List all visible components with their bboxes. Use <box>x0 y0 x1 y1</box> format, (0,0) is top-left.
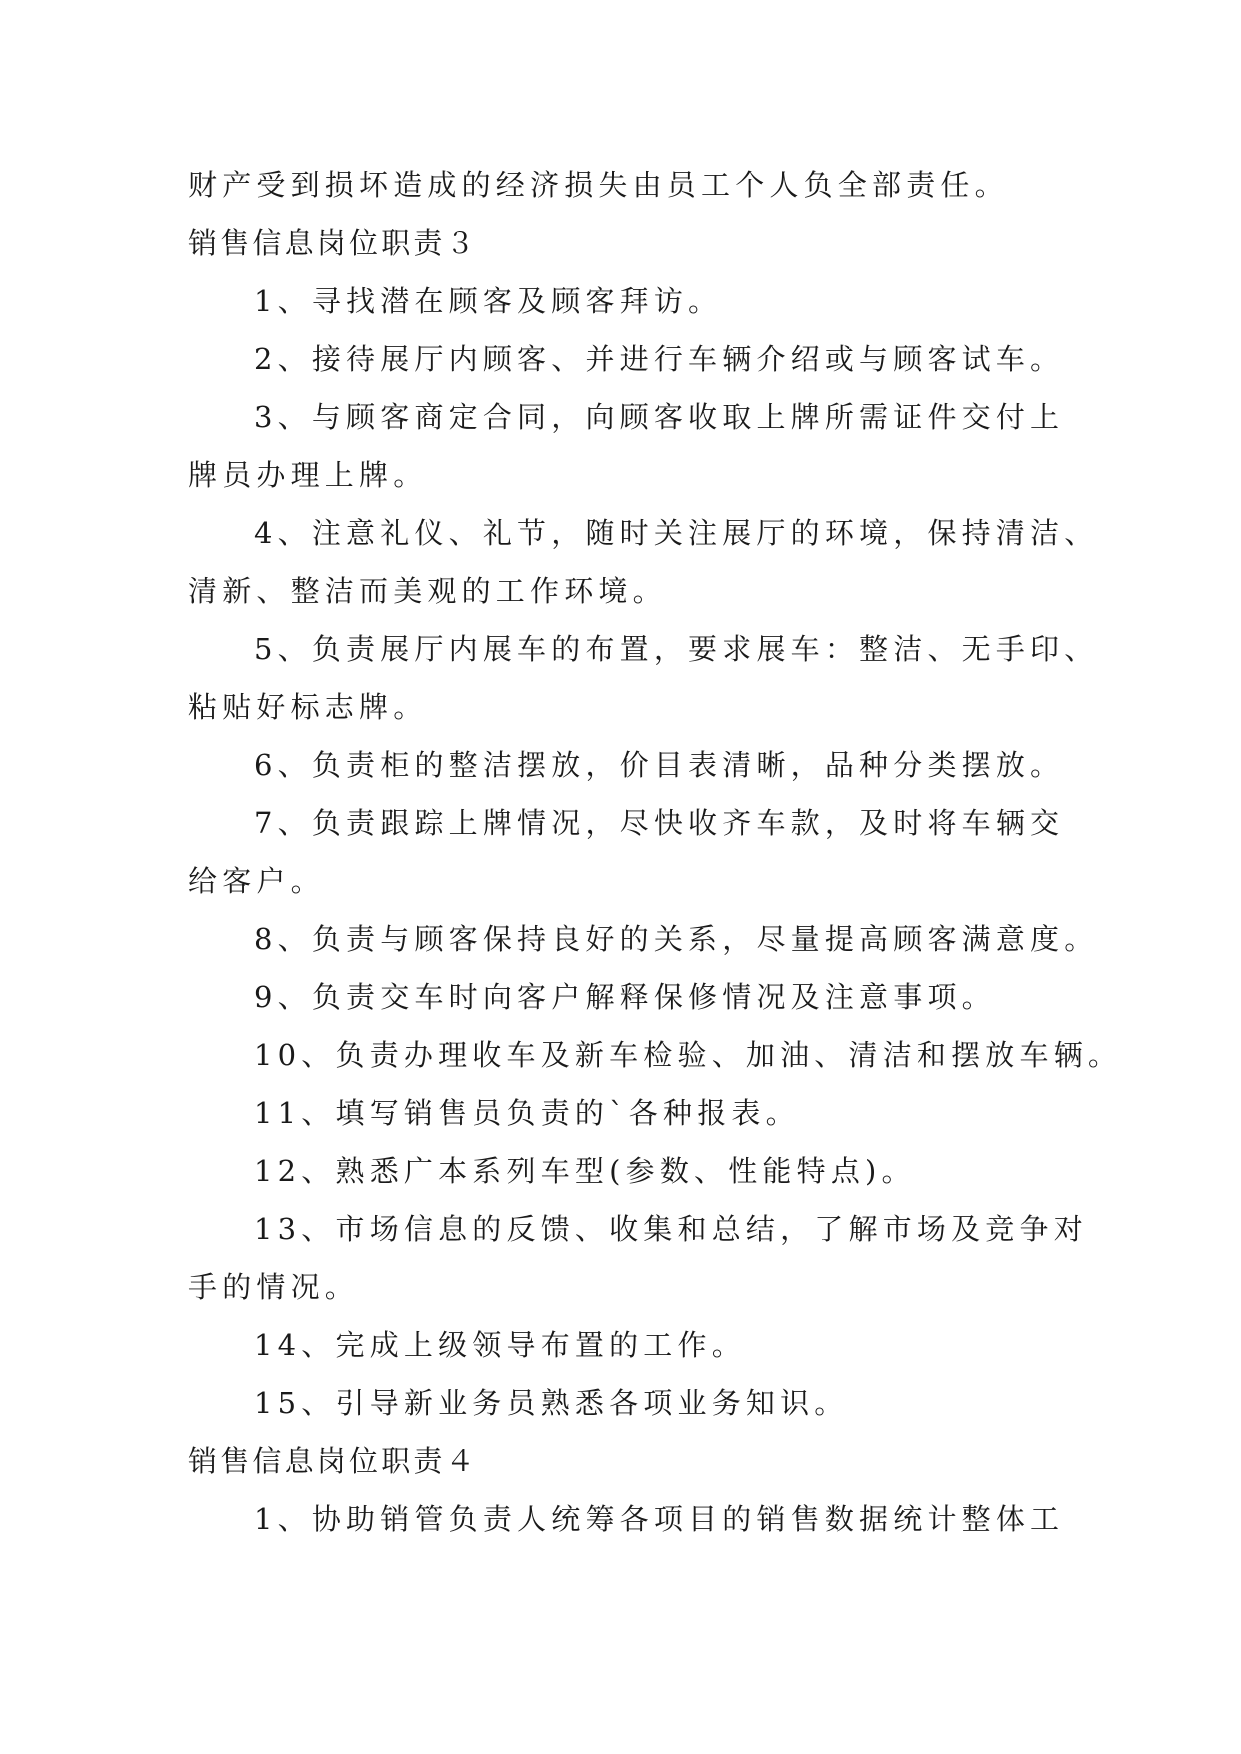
section-3-item-11: 11、填写销售员负责的`各种报表。 <box>254 1096 800 1130</box>
section-3-item-3-line-2: 牌员办理上牌。 <box>188 458 428 492</box>
section-3-item-1: 1、寻找潜在顾客及顾客拜访。 <box>254 284 723 318</box>
section-3-item-13-line-1: 13、市场信息的反馈、收集和总结，了解市场及竞争对 <box>254 1212 1088 1246</box>
section-3-item-9: 9、负责交车时向客户解释保修情况及注意事项。 <box>254 980 996 1014</box>
section-3-title: 销售信息岗位职责３ <box>188 226 478 260</box>
section-3-item-12: 12、熟悉广本系列车型(参数、性能特点)。 <box>254 1154 916 1188</box>
section-3-item-15: 15、引导新业务员熟悉各项业务知识。 <box>254 1386 849 1420</box>
section-3-item-6: 6、负责柜的整洁摆放，价目表清晰，品种分类摆放。 <box>254 748 1065 782</box>
section-3-item-10: 10、负责办理收车及新车检验、加油、清洁和摆放车辆。 <box>254 1038 1123 1072</box>
continuation-paragraph: 财产受到损坏造成的经济损失由员工个人负全部责任。 <box>188 168 1009 202</box>
section-3-item-5-line-1: 5、负责展厅内展车的布置，要求展车：整洁、无手印、 <box>254 632 1099 666</box>
section-3-item-14: 14、完成上级领导布置的工作。 <box>254 1328 746 1362</box>
section-3-item-13-line-2: 手的情况。 <box>188 1270 360 1304</box>
section-4-title: 销售信息岗位职责４ <box>188 1444 478 1478</box>
section-3-item-7-line-1: 7、负责跟踪上牌情况，尽快收齐车款，及时将车辆交 <box>254 806 1065 840</box>
section-4-item-1: 1、协助销管负责人统筹各项目的销售数据统计整体工 <box>254 1502 1065 1536</box>
section-3-item-4-line-2: 清新、整洁而美观的工作环境。 <box>188 574 667 608</box>
section-3-item-5-line-2: 粘贴好标志牌。 <box>188 690 428 724</box>
section-3-item-2: 2、接待展厅内顾客、并进行车辆介绍或与顾客试车。 <box>254 342 1065 376</box>
section-3-item-7-line-2: 给客户。 <box>188 864 325 898</box>
section-3-item-8: 8、负责与顾客保持良好的关系，尽量提高顾客满意度。 <box>254 922 1099 956</box>
section-3-item-3-line-1: 3、与顾客商定合同，向顾客收取上牌所需证件交付上 <box>254 400 1065 434</box>
section-3-item-4-line-1: 4、注意礼仪、礼节，随时关注展厅的环境，保持清洁、 <box>254 516 1099 550</box>
